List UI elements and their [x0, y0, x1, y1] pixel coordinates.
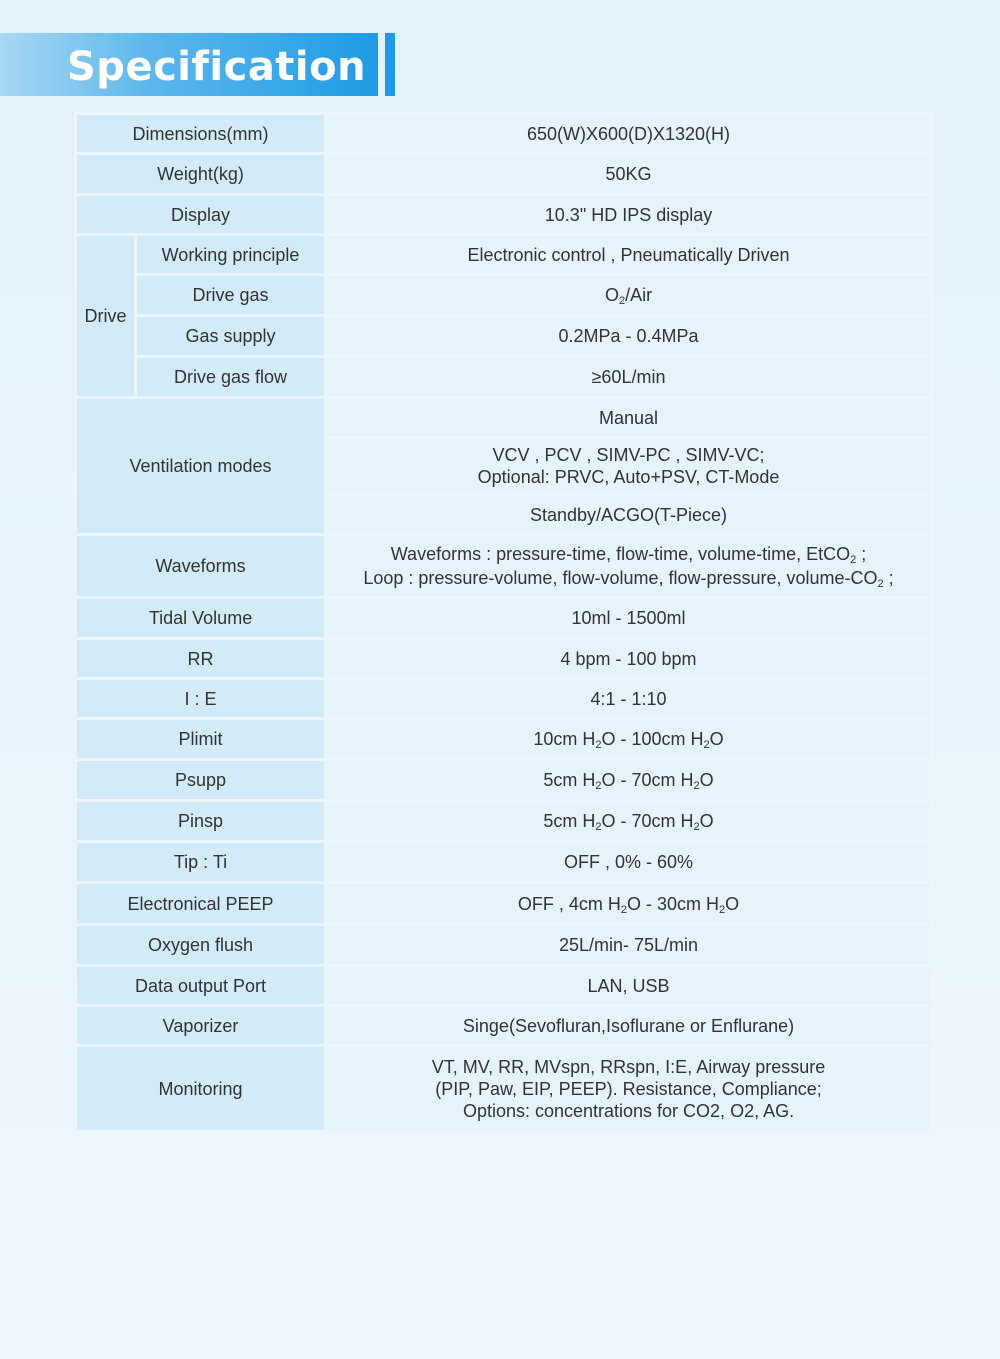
spec-label: Drive gas flow: [136, 357, 326, 398]
spec-value: $O_2$/Air: [326, 275, 932, 316]
spec-value: 4 bpm - 100 bpm: [326, 639, 932, 679]
table-row: [76, 925, 932, 966]
table-row: [76, 639, 932, 679]
spec-value: 10ml - 1500ml: [326, 598, 932, 639]
spec-value: 50KG: [326, 154, 932, 195]
title-accent-bar: [385, 33, 395, 96]
spec-label: Working principle: [136, 235, 326, 275]
spec-label: I : E: [76, 679, 326, 719]
spec-value: Electronic control , Pneumatically Driven: [326, 235, 932, 275]
table-row: [76, 966, 932, 1006]
spec-label: Tidal Volume: [76, 598, 326, 639]
spec-value: OFF , 4cm $H_2O - 30cm$ $H_2O$: [326, 883, 932, 925]
spec-value: 10cm $H_2O - 100cm$ $H_2O$: [326, 719, 932, 760]
table-row: [76, 1046, 932, 1132]
table-row: [76, 235, 932, 275]
spec-label: Display: [76, 195, 326, 235]
spec-value: 5cm $H_2O - 70cm$ $H_2O$: [326, 760, 932, 801]
table-row: [76, 883, 932, 925]
spec-value: Waveforms : pressure-time, flow-time, volume-time, EtCO$_2$ ; Loop : pressure-volume, flow-volume, flow-pressure, volume-$CO_2$ ;: [326, 535, 932, 598]
spec-label: Plimit: [76, 719, 326, 760]
spec-value: 650(W)X600(D)X1320(H): [326, 114, 932, 154]
spec-value: VCV , PCV , SIMV-PC , SIMV-VC; Optional: PRVC, Auto+PSV, CT-Mode: [326, 438, 932, 495]
specification-table: [74, 112, 933, 1133]
spec-value: OFF , 0% - 60%: [326, 842, 932, 883]
table-row: [76, 154, 932, 195]
spec-label: Gas supply: [136, 316, 326, 357]
spec-value: 0.2MPa - 0.4MPa: [326, 316, 932, 357]
spec-label: Waveforms: [76, 535, 326, 598]
table-row: [76, 598, 932, 639]
spec-label: Tip : Ti: [76, 842, 326, 883]
spec-label: RR: [76, 639, 326, 679]
spec-label: Oxygen flush: [76, 925, 326, 966]
spec-label: Psupp: [76, 760, 326, 801]
spec-label: Pinsp: [76, 801, 326, 842]
table-row: [76, 719, 932, 760]
table-row: [76, 842, 932, 883]
spec-label: Electronical PEEP: [76, 883, 326, 925]
spec-label: Dimensions(mm): [76, 114, 326, 154]
page-title: Specification: [67, 44, 367, 90]
spec-label: Monitoring: [76, 1046, 326, 1132]
spec-value: 4:1 - 1:10: [326, 679, 932, 719]
spec-value: 25L/min- 75L/min: [326, 925, 932, 966]
table-row: [76, 398, 932, 438]
spec-label: Ventilation modes: [76, 398, 326, 535]
table-row: [76, 195, 932, 235]
spec-value: Standby/ACGO(T-Piece): [326, 495, 932, 535]
spec-value: ≥60L/min: [326, 357, 932, 398]
spec-label: Weight(kg): [76, 154, 326, 195]
spec-value: 5cm $H_2O - 70cm$ $H_2O$: [326, 801, 932, 842]
table-row: [76, 801, 932, 842]
table-row: [76, 1006, 932, 1046]
spec-value: Singe(Sevofluran,Isoflurane or Enflurane): [326, 1006, 932, 1046]
table-row: [76, 114, 932, 154]
spec-label: Vaporizer: [76, 1006, 326, 1046]
table-row: [76, 357, 932, 398]
table-row: [76, 275, 932, 316]
table-row: [76, 679, 932, 719]
spec-value: 10.3" HD IPS display: [326, 195, 932, 235]
table-row: [76, 316, 932, 357]
drive-group-label: Drive: [76, 235, 136, 398]
table-row: [76, 760, 932, 801]
spec-value: Manual: [326, 398, 932, 438]
spec-label: Drive gas: [136, 275, 326, 316]
spec-label: Data output Port: [76, 966, 326, 1006]
spec-value: LAN, USB: [326, 966, 932, 1006]
spec-value: VT, MV, RR, MVspn, RRspn, I:E, Airway pressure (PIP, Paw, EIP, PEEP). Resistance, Compliance; Options: concentrations for CO2, O2, AG.: [326, 1046, 932, 1132]
table-row: [76, 535, 932, 598]
